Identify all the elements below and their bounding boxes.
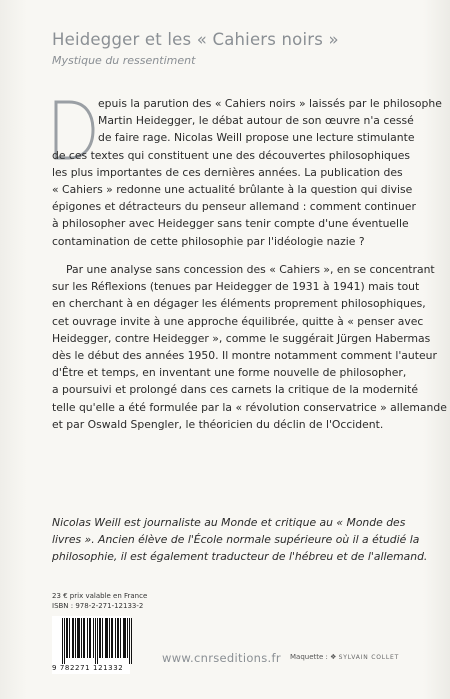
- text-line: dès le début des années 1950. Il montre notamment comment l'auteur: [52, 349, 437, 363]
- text-line: à philosopher avec Heidegger sans tenir compte d'une éventuelle: [52, 217, 409, 231]
- text-line: Nicolas Weill est journaliste au Monde et critique au « Monde des: [52, 516, 406, 529]
- book-title: Heidegger et les « Cahiers noirs »: [52, 30, 339, 49]
- barcode: [62, 618, 132, 664]
- book-subtitle: Mystique du ressentiment: [52, 54, 196, 67]
- text-line: Heidegger, contre Heidegger », comme le suggérait Jürgen Habermas: [52, 331, 431, 345]
- barcode-number: 9 782271 121332: [52, 664, 124, 672]
- intro-paragraph: [52, 95, 442, 250]
- text-line: sur les Réflexions (tenues par Heidegger de 1931 à 1941) mais tout: [52, 280, 420, 294]
- analysis-paragraph: [52, 261, 447, 433]
- text-line: « Cahiers » redonne une actualité brûlante à la question qui divise: [52, 183, 413, 197]
- text-line: philosophie, il est également traducteur de l'hébreu et de l'allemand.: [52, 550, 428, 564]
- publisher-website[interactable]: www.cnrseditions.fr: [162, 651, 281, 665]
- text-line: telle qu'elle a été formulée par la « révolution conservatrice » allemande: [52, 400, 447, 414]
- text-line: livres ». Ancien élève de l'École normale supérieure où il a étudié la: [52, 533, 420, 547]
- isbn-text: ISBN : 978-2-271-12133-2: [52, 602, 144, 610]
- text-line: cet ouvrage invite à une approche équilibrée, quitte à « penser avec: [52, 314, 424, 328]
- designer-logo-icon: ❖: [330, 653, 337, 661]
- text-line: et par Oswald Spengler, le théoricien du déclin de l'Occident.: [52, 417, 384, 431]
- text-line: de faire rage. Nicolas Weill propose une lecture stimulante: [98, 131, 415, 145]
- text-line: de ces textes qui constituent une des découvertes philosophiques: [52, 148, 410, 162]
- text-line: en cherchant à en dégager les éléments proprement philosophiques,: [52, 297, 426, 311]
- author-bio: [52, 514, 428, 566]
- text-line: Par une analyse sans concession des « Cahiers », en se concentrant: [66, 263, 435, 276]
- text-line: epuis la parution des « Cahiers noirs » laissés par le philosophe: [98, 97, 442, 110]
- price-text: 23 € prix valable en France: [52, 592, 148, 600]
- text-line: Martin Heidegger, le débat autour de son œuvre n'a cessé: [98, 114, 414, 128]
- design-credit: [290, 653, 399, 661]
- text-line: d'Être et temps, en inventant une forme nouvelle de philosopher,: [52, 366, 407, 380]
- text-line: contamination de cette philosophie par l'idéologie nazie ?: [52, 234, 365, 248]
- price-info: [52, 591, 147, 611]
- text-line: épigones et détracteurs du penseur allemand : comment continuer: [52, 200, 416, 214]
- text-line: les plus importantes de ces dernières années. La publication des: [52, 165, 403, 179]
- designer-name: SYLVAIN COLLET: [338, 654, 400, 661]
- maquette-label: Maquette :: [290, 653, 328, 661]
- text-line: a poursuivi et prolongé dans ces carnets la critique de la modernité: [52, 383, 418, 397]
